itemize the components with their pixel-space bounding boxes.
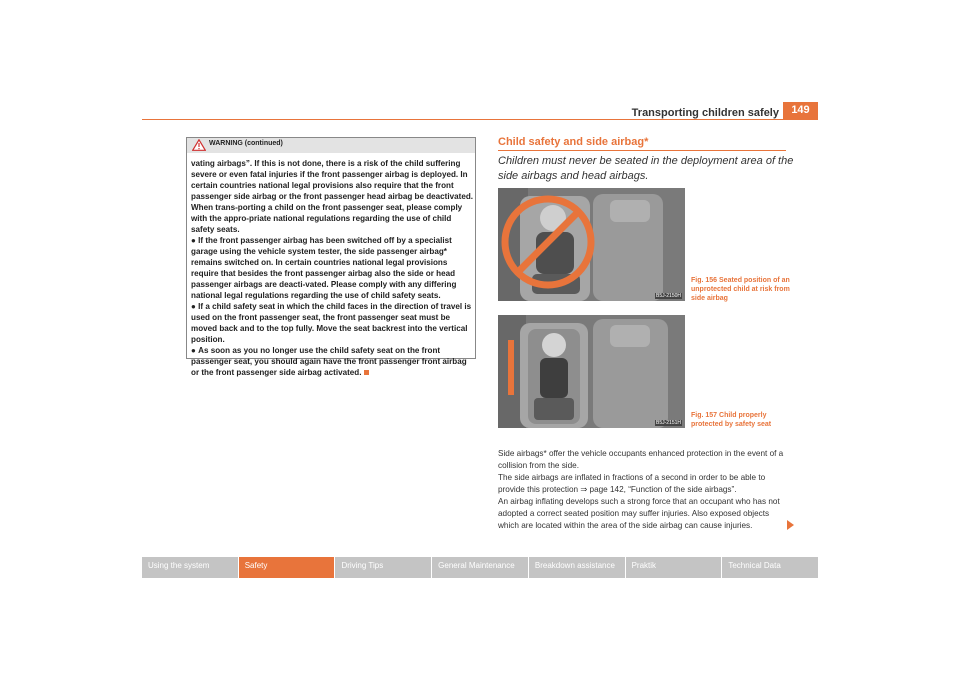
figure-caption: Fig. 156 Seated position of an unprotected child at risk from side airbag	[691, 277, 790, 302]
body-text	[498, 448, 790, 532]
warning-header	[187, 138, 475, 153]
next-page-arrow-icon[interactable]	[787, 520, 794, 530]
warning-bullet-text: As soon as you no longer use the child safety seat on the front passenger seat, you should again have the front passenger front airbag or the front passenger side airbag activated.	[191, 346, 467, 377]
figure-code: B5J-2151H	[655, 420, 681, 426]
warning-bullet	[191, 345, 474, 378]
warning-triangle-icon	[192, 139, 206, 151]
figure-protected-child	[498, 315, 685, 428]
protected-child-illustration	[498, 315, 685, 428]
warning-box	[186, 137, 476, 377]
figure-unprotected-child	[498, 188, 685, 301]
body-paragraph: The side airbags are inflated in fractions of a second in order to be able to provide this protection ⇒ page 142, “Function of the side airbags”.	[498, 473, 766, 494]
nav-tab-driving-tips[interactable]: Driving Tips	[335, 557, 431, 578]
end-mark-icon	[364, 370, 369, 375]
page-header-title: Transporting children safely	[631, 107, 779, 119]
header-rule	[142, 119, 818, 120]
figure-caption: Fig. 157 Child properly protected by safety seat	[691, 412, 772, 428]
warning-bullet: ● If a child safety seat in which the child faces in the direction of travel is used on the front passenger seat, the front passenger seat must be moved back and to the top fully. Move the seat backrest into the vertical position.	[191, 301, 474, 345]
nav-tab-praktik[interactable]: Praktik	[626, 557, 722, 578]
figure-code: B5J-2150H	[655, 293, 681, 299]
body-paragraph: Side airbags* offer the vehicle occupants enhanced protection in the event of a collision from the side.	[498, 449, 784, 470]
nav-tab-safety[interactable]: Safety	[239, 557, 335, 578]
nav-tab-general-maintenance[interactable]: General Maintenance	[432, 557, 528, 578]
body-paragraph: An airbag inflating develops such a strong force that an occupant who has not adopted a correct seated position may suffer injuries. Also exposed objects which are located within the area of the side airbag can cause injuries.	[498, 497, 780, 530]
page-number: 149	[783, 102, 818, 119]
chapter-nav	[142, 557, 818, 578]
nav-tab-breakdown-assistance[interactable]: Breakdown assistance	[529, 557, 625, 578]
nav-tab-technical-data[interactable]: Technical Data	[722, 557, 818, 578]
section-rule	[498, 150, 786, 151]
unprotected-child-illustration	[498, 188, 685, 301]
nav-tab-using-the-system[interactable]: Using the system	[142, 557, 238, 578]
warning-label: WARNING (continued)	[209, 140, 283, 147]
section-lead: Children must never be seated in the deployment area of the side airbags and head airbags.	[498, 155, 794, 182]
section-title: Child safety and side airbag*	[498, 136, 649, 148]
warning-bullet: ● If the front passenger airbag has been switched off by a specialist garage using the vehicle system tester, the side passenger airbag* remains switched on. In certain countries national legal provisions require that besides the front passenger airbag also the side or head passenger airbags are deacti-vated. Please comply with any differing national legal regulations regarding the use of child safety seats.	[191, 235, 474, 301]
warning-paragraph: vating airbags”. If this is not done, there is a risk of the child suffering severe or even fatal injuries if the front passenger airbag is deployed. In certain countries national legal provisions also require that the front passenger side airbag or the front passenger head airbag be deactivated. When trans-porting a child on the front passenger seat, please comply with the appro-priate national regulations regarding the use of child safety seats.	[191, 159, 474, 234]
warning-body	[191, 158, 474, 378]
